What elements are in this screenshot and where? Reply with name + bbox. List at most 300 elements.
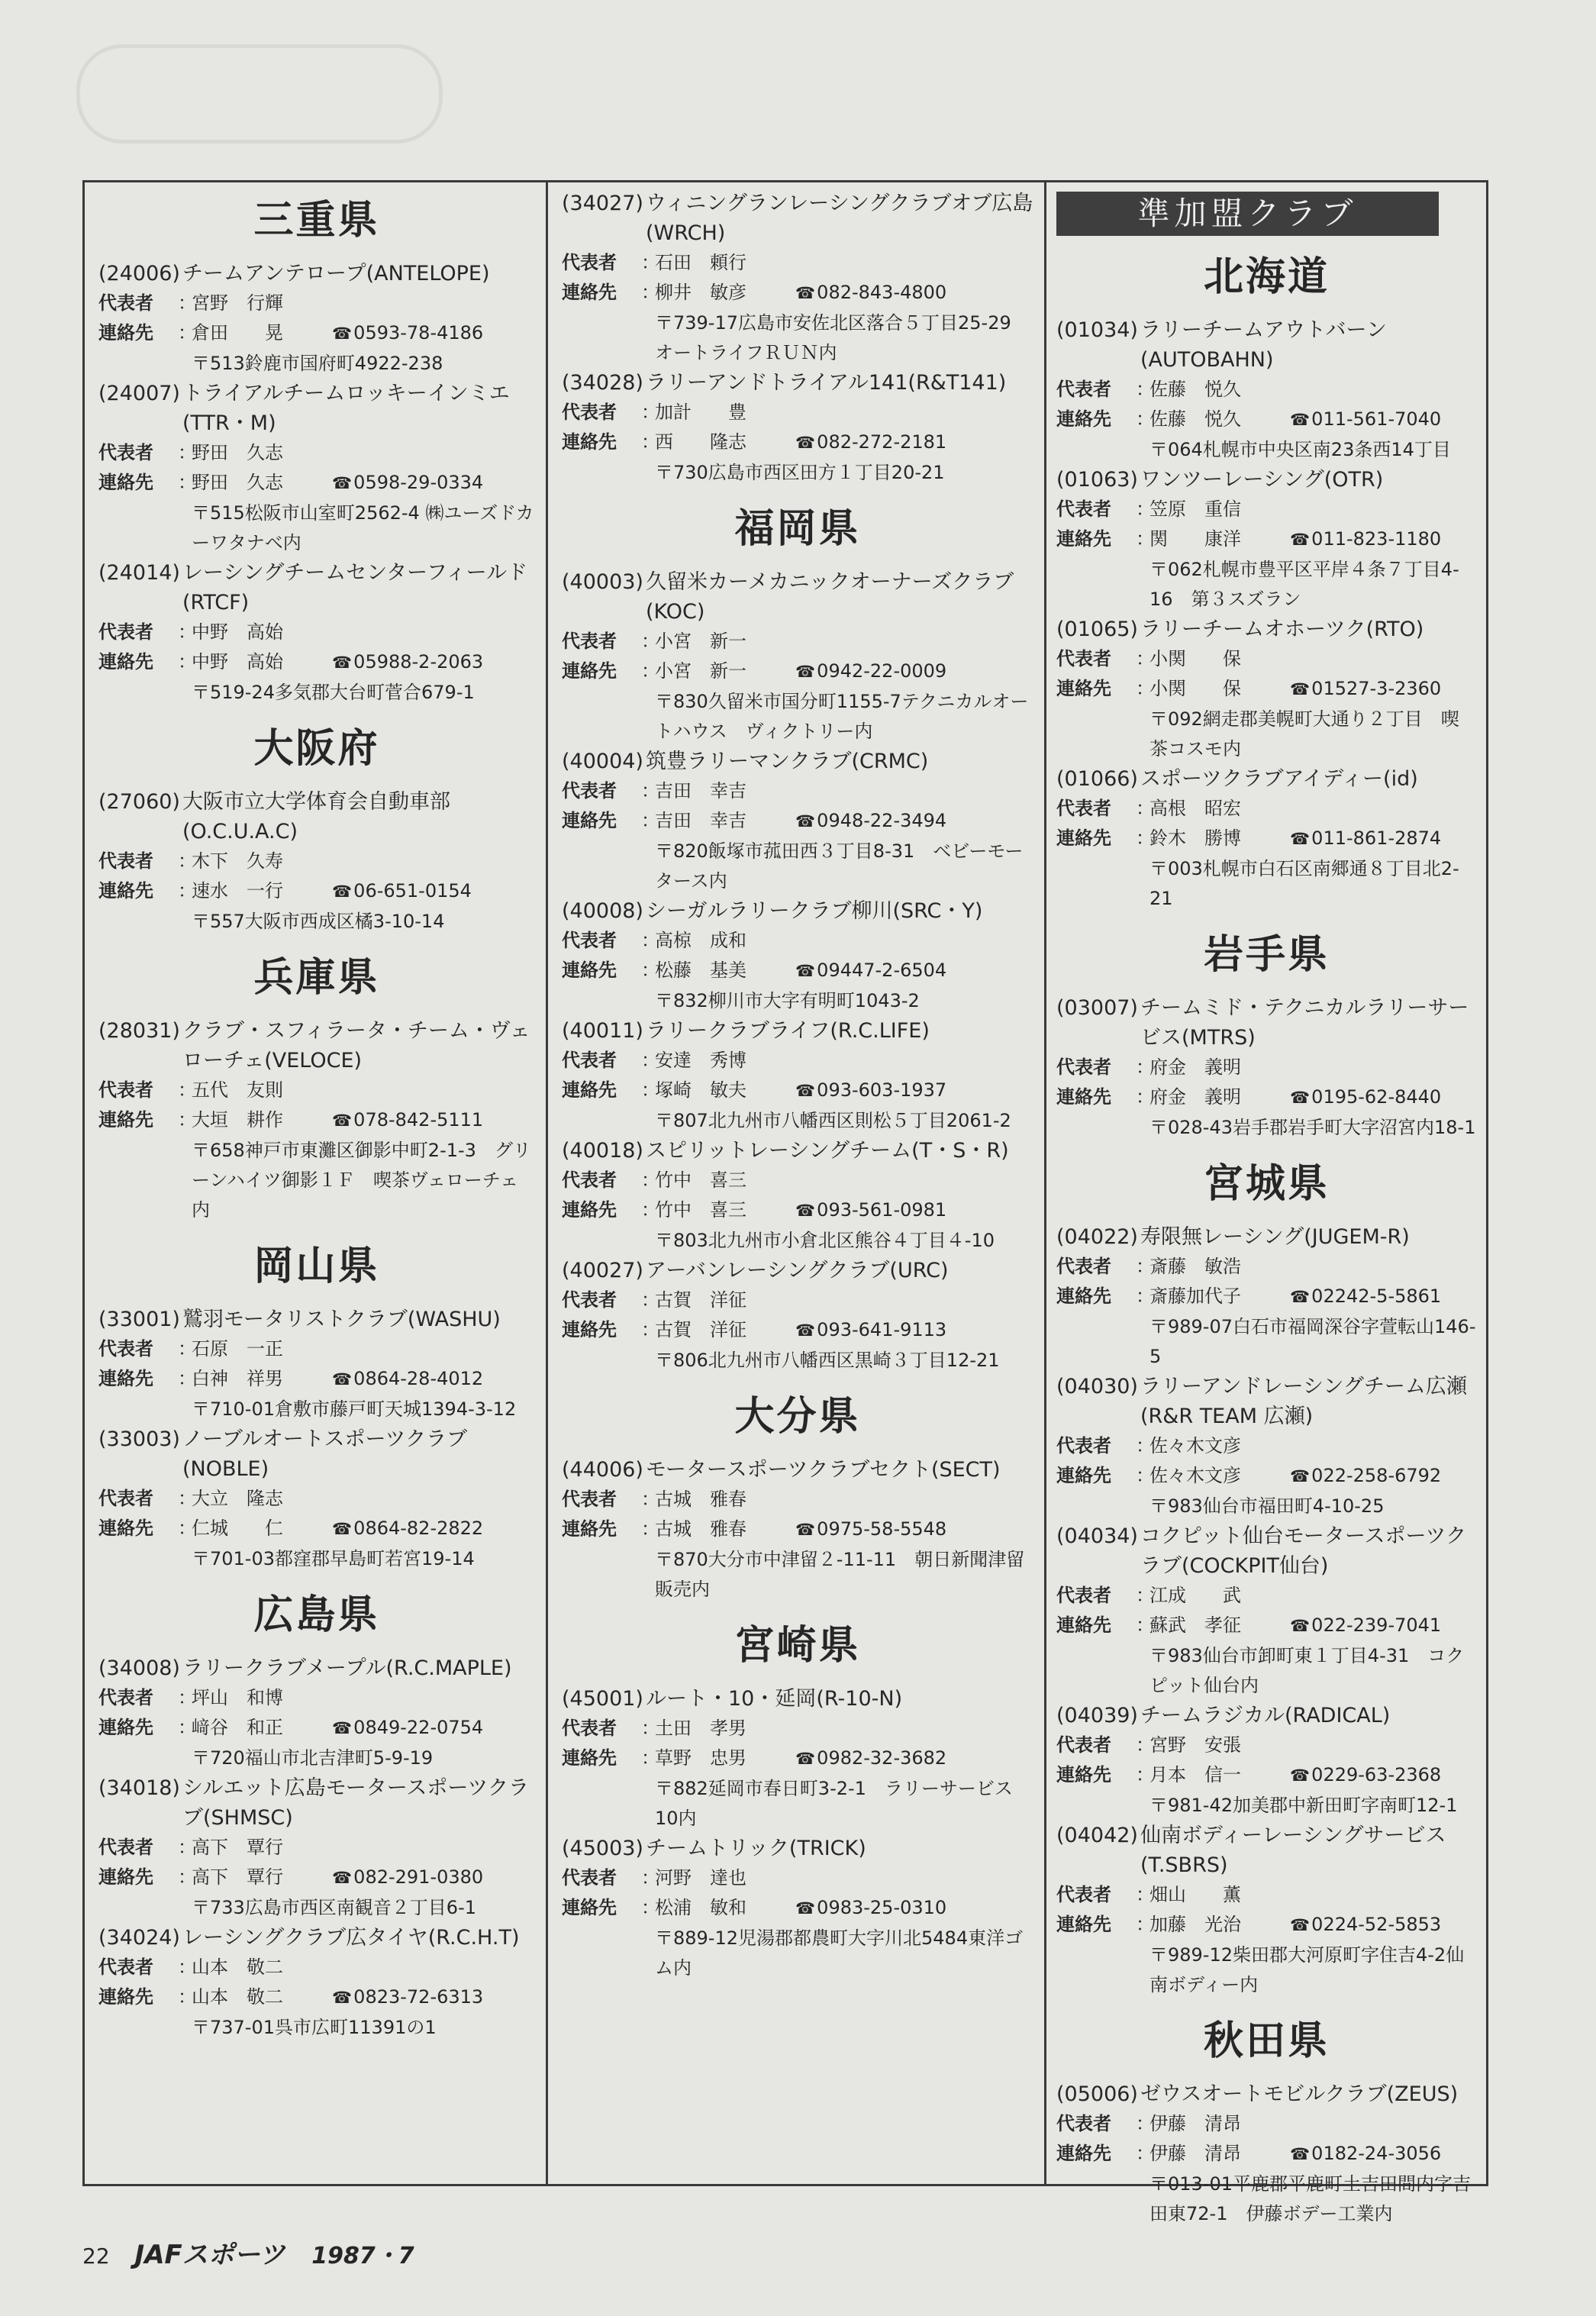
representative-row <box>562 1485 1033 1514</box>
club-address: 〒989-07白石市福岡深谷字萱転山146-5 <box>1149 1316 1476 1367</box>
club-entry <box>98 1923 535 2043</box>
phone-value: 011-561-7040 <box>1311 408 1442 430</box>
club-code: (45001) <box>562 1687 643 1711</box>
contact-row <box>1056 1611 1477 1641</box>
representative-row <box>1056 794 1477 824</box>
club-code: (04034) <box>1056 1524 1138 1548</box>
contact-label: 連絡先 <box>98 651 153 673</box>
contact-name: 府金 義明 <box>1149 1086 1241 1108</box>
contact-label: 連絡先 <box>98 880 153 902</box>
contact-name: 中野 高始 <box>192 651 283 673</box>
contact-row <box>1056 674 1477 705</box>
phone-number <box>795 1743 1033 1774</box>
representative-name: 宮野 安張 <box>1149 1734 1241 1756</box>
prefecture-heading: 三重県 <box>253 198 380 244</box>
representative-name: 高椋 成和 <box>655 930 746 951</box>
contact-name: 白神 祥男 <box>192 1368 283 1389</box>
club-entry <box>1056 614 1477 764</box>
contact-row <box>1056 1461 1477 1492</box>
colon-separator: ： <box>641 1169 659 1191</box>
phone-icon: ☎ <box>1290 1288 1311 1306</box>
club-name <box>562 1136 1033 1166</box>
colon-separator: ： <box>1136 648 1154 669</box>
contact-name: 竹中 喜三 <box>655 1199 746 1221</box>
club-name <box>1056 315 1477 375</box>
club-address: 〒730広島市西区田方１丁目20-21 <box>655 462 945 483</box>
representative-label: 代表者 <box>562 1489 617 1510</box>
phone-value: 093-561-0981 <box>817 1199 947 1221</box>
representative-name: 野田 久志 <box>192 442 283 463</box>
club-name <box>98 1016 535 1076</box>
colon-separator: ： <box>641 431 659 453</box>
phone-icon: ☎ <box>1290 1467 1311 1485</box>
club-entry <box>562 1016 1033 1136</box>
colon-separator: ： <box>1136 1884 1154 1905</box>
phone-number <box>795 1514 1033 1545</box>
club-title: チームラジカル(RADICAL) <box>1140 1704 1391 1727</box>
club-title: ラリーアンドレーシングチーム広瀬(R&R TEAM 広瀬) <box>1140 1375 1467 1428</box>
colon-separator: ： <box>641 780 659 802</box>
phone-icon: ☎ <box>332 1989 353 2007</box>
phone-icon: ☎ <box>332 1719 353 1737</box>
representative-row <box>1056 644 1477 674</box>
representative-label: 代表者 <box>1056 498 1111 520</box>
club-title: ラリークラブメープル(R.C.MAPLE) <box>182 1656 512 1680</box>
club-title: スピリットレーシングチーム(T・S・R) <box>646 1139 1009 1163</box>
contact-name: 草野 忠男 <box>655 1747 746 1769</box>
colon-separator: ： <box>1136 1465 1154 1486</box>
contact-row <box>98 468 535 498</box>
contact-name: 﨑谷 和正 <box>192 1717 283 1738</box>
club-code: (04030) <box>1056 1375 1138 1398</box>
club-name <box>562 1455 1033 1485</box>
representative-label: 代表者 <box>1056 1585 1111 1606</box>
phone-icon: ☎ <box>1290 411 1311 429</box>
club-entry <box>562 1136 1033 1256</box>
phone-number <box>332 1982 535 2013</box>
club-entry <box>1056 465 1477 614</box>
colon-separator: ： <box>641 402 659 423</box>
representative-label: 代表者 <box>98 1079 153 1101</box>
club-name <box>562 1834 1033 1863</box>
club-title: 大阪市立大学体育会自動車部(O.C.U.A.C) <box>182 790 450 844</box>
colon-separator: ： <box>641 1489 659 1510</box>
phone-value: 0983-25-0310 <box>817 1897 947 1918</box>
club-code: (04022) <box>1056 1225 1138 1249</box>
representative-label: 代表者 <box>98 442 153 463</box>
contact-name: 月本 信一 <box>1149 1764 1241 1785</box>
club-code: (01065) <box>1056 618 1138 641</box>
phone-value: 093-603-1937 <box>817 1079 947 1101</box>
contact-label: 連絡先 <box>562 1518 617 1540</box>
club-name <box>1056 993 1477 1053</box>
club-entry <box>98 259 535 379</box>
phone-number <box>332 318 535 349</box>
colon-separator: ： <box>641 660 659 682</box>
colon-separator: ： <box>641 1289 659 1311</box>
representative-label: 代表者 <box>98 1488 153 1509</box>
contact-name: 塚崎 敏夫 <box>655 1079 746 1101</box>
contact-row <box>98 1863 535 1893</box>
contact-row <box>562 956 1033 986</box>
phone-value: 093-641-9113 <box>817 1319 947 1340</box>
contact-name: 野田 久志 <box>192 472 283 493</box>
representative-row <box>1056 1431 1477 1461</box>
contact-name: 西 隆志 <box>655 431 746 453</box>
representative-name: 古城 雅春 <box>655 1489 746 1510</box>
representative-label: 代表者 <box>562 1867 617 1889</box>
colon-separator: ： <box>1136 1734 1154 1756</box>
club-address: 〒989-12柴田郡大河原町字住吉4-2仙南ボディー内 <box>1149 1944 1465 1995</box>
colon-separator: ： <box>1136 1056 1154 1078</box>
representative-row <box>1056 375 1477 405</box>
club-code: (34018) <box>98 1776 180 1800</box>
contact-label: 連絡先 <box>1056 827 1111 849</box>
representative-row <box>98 289 535 318</box>
issue-date: 1987・7 <box>311 2243 414 2269</box>
colon-separator: ： <box>178 1518 196 1539</box>
club-entry <box>562 567 1033 747</box>
phone-number <box>332 647 535 678</box>
representative-name: 加計 豊 <box>655 402 746 423</box>
contact-label: 連絡先 <box>562 282 617 303</box>
associate-clubs-banner: 準加盟クラブ <box>1056 192 1439 236</box>
club-entry <box>1056 1821 1477 2000</box>
colon-separator: ： <box>178 1109 196 1131</box>
club-title: ワンツーレーシング(OTR) <box>1140 468 1384 492</box>
club-title: チームミド・テクニカルラリーサービス(MTRS) <box>1140 996 1469 1050</box>
contact-row <box>98 1105 535 1136</box>
phone-number <box>332 468 535 498</box>
contact-row <box>1056 524 1477 555</box>
representative-label: 代表者 <box>98 292 153 314</box>
phone-number <box>1290 1760 1477 1791</box>
phone-value: 0849-22-0754 <box>353 1717 484 1738</box>
club-code: (34008) <box>98 1656 180 1680</box>
colon-separator: ： <box>641 810 659 831</box>
club-entry <box>1056 764 1477 914</box>
contact-row <box>562 1315 1033 1346</box>
club-entry <box>562 189 1033 368</box>
representative-label: 代表者 <box>562 1050 617 1071</box>
phone-number <box>332 1863 535 1893</box>
club-address: 〒806北九州市八幡西区黒崎３丁目12-21 <box>655 1350 1000 1371</box>
prefecture-heading: 福岡県 <box>734 506 861 552</box>
page-number: 22 <box>82 2243 110 2269</box>
colon-separator: ： <box>1136 798 1154 819</box>
representative-label: 代表者 <box>98 1837 153 1858</box>
phone-icon: ☎ <box>795 434 816 452</box>
club-name <box>1056 1521 1477 1581</box>
representative-label: 代表者 <box>562 1718 617 1739</box>
contact-row <box>562 1514 1033 1545</box>
phone-value: 082-291-0380 <box>353 1866 484 1888</box>
contact-label: 連絡先 <box>98 1109 153 1131</box>
representative-name: 佐々木文彦 <box>1149 1435 1241 1456</box>
contact-row <box>562 427 1033 458</box>
club-code: (05006) <box>1056 2082 1138 2106</box>
club-title: ラリーアンドトライアル141(R&T141) <box>646 371 1007 395</box>
contact-label: 連絡先 <box>98 1866 153 1888</box>
phone-number <box>795 656 1033 687</box>
contact-label: 連絡先 <box>1056 678 1111 699</box>
contact-name: 加藤 光治 <box>1149 1914 1241 1935</box>
club-entry <box>98 558 535 708</box>
phone-value: 0864-82-2822 <box>353 1518 484 1539</box>
club-address: 〒889-12児湯郡都農町大字川北5484東洋ゴム内 <box>655 1927 1024 1979</box>
phone-icon: ☎ <box>1290 1089 1311 1107</box>
contact-row <box>562 278 1033 308</box>
representative-label: 代表者 <box>562 631 617 652</box>
colon-separator: ： <box>178 1338 196 1360</box>
colon-separator: ： <box>641 1518 659 1540</box>
contact-row <box>98 647 535 678</box>
representative-row <box>1056 1581 1477 1611</box>
contact-name: 蘇武 孝征 <box>1149 1614 1241 1636</box>
phone-value: 0224-52-5853 <box>1311 1914 1442 1935</box>
club-entry <box>1056 2079 1477 2229</box>
representative-row <box>562 1046 1033 1076</box>
contact-name: 佐藤 悦久 <box>1149 408 1241 430</box>
representative-name: 斎藤 敏浩 <box>1149 1256 1241 1277</box>
phone-value: 0229-63-2368 <box>1311 1764 1442 1785</box>
phone-number <box>795 1076 1033 1106</box>
representative-name: 伊藤 清昂 <box>1149 2113 1241 2134</box>
representative-label: 代表者 <box>1056 1256 1111 1277</box>
club-address: 〒882延岡市春日町3-2-1 ラリーサービス10内 <box>655 1778 1013 1829</box>
phone-icon: ☎ <box>1290 531 1311 549</box>
prefecture-heading: 大分県 <box>734 1394 861 1440</box>
phone-icon: ☎ <box>332 1869 353 1887</box>
phone-icon: ☎ <box>1290 1766 1311 1785</box>
club-entry <box>562 1455 1033 1605</box>
club-entry <box>1056 993 1477 1143</box>
club-address: 〒739-17広島市安佐北区落合５丁目25-29 オートライフＲＵＮ内 <box>655 312 1030 363</box>
club-code: (01066) <box>1056 767 1138 791</box>
colon-separator: ： <box>178 621 196 643</box>
club-entry <box>98 379 535 558</box>
colon-separator: ： <box>641 1747 659 1769</box>
club-name <box>1056 764 1477 794</box>
representative-name: 五代 友則 <box>192 1079 283 1101</box>
phone-number <box>1290 1461 1477 1492</box>
phone-icon: ☎ <box>1290 680 1311 698</box>
representative-label: 代表者 <box>1056 798 1111 819</box>
club-title: 仙南ボディーレーシングサービス(T.SBRS) <box>1140 1824 1446 1877</box>
club-title: アーバンレーシングクラブ(URC) <box>646 1259 949 1282</box>
colon-separator: ： <box>1136 1764 1154 1785</box>
club-title: 鷲羽モータリストクラブ(WASHU) <box>182 1308 501 1331</box>
representative-row <box>98 1683 535 1713</box>
representative-name: 坪山 和博 <box>192 1687 283 1708</box>
page-footer <box>82 2241 414 2270</box>
contact-name: 小宮 新一 <box>655 660 746 682</box>
club-code: (01034) <box>1056 318 1138 342</box>
contact-name: 山本 敬二 <box>192 1986 283 2008</box>
phone-icon: ☎ <box>332 882 353 901</box>
phone-icon: ☎ <box>332 1370 353 1389</box>
club-address: 〒720福山市北吉津町5-9-19 <box>192 1747 434 1769</box>
contact-label: 連絡先 <box>562 1199 617 1221</box>
club-code: (40003) <box>562 570 643 594</box>
colon-separator: ： <box>641 282 659 303</box>
representative-row <box>98 1953 535 1982</box>
representative-name: 佐藤 悦久 <box>1149 379 1241 400</box>
contact-row <box>562 656 1033 687</box>
contact-row <box>98 1364 535 1395</box>
phone-number <box>332 876 535 907</box>
contact-name: 速水 一行 <box>192 880 283 902</box>
club-name <box>98 259 535 289</box>
column-3 <box>1044 182 1486 2224</box>
contact-row <box>1056 1082 1477 1113</box>
club-name <box>1056 1222 1477 1252</box>
club-address: 〒513鈴鹿市国府町4922-238 <box>192 353 443 374</box>
colon-separator: ： <box>1136 1914 1154 1935</box>
club-address: 〒557大阪市西成区橘3-10-14 <box>192 911 445 932</box>
club-code: (34028) <box>562 371 643 395</box>
representative-row <box>1056 2109 1477 2139</box>
phone-value: 05988-2-2063 <box>353 651 484 673</box>
club-code: (24014) <box>98 561 180 585</box>
club-address: 〒062札幌市豊平区平岸４条７丁目4-16 第３スズラン <box>1149 559 1459 610</box>
colon-separator: ： <box>178 1866 196 1888</box>
club-address: 〒658神戸市東灘区御影中町2-1-3 グリーンハイツ御影１Ｆ 喫茶ヴェローチェ内 <box>192 1140 531 1221</box>
representative-row <box>562 926 1033 956</box>
phone-icon: ☎ <box>795 962 816 980</box>
club-title: ラリーチームアウトバーン(AUTOBAHN) <box>1140 318 1387 372</box>
colon-separator: ： <box>178 322 196 344</box>
club-name <box>1056 1821 1477 1880</box>
club-name <box>562 567 1033 627</box>
colon-separator: ： <box>178 1956 196 1978</box>
contact-row <box>1056 405 1477 435</box>
colon-separator: ： <box>178 1837 196 1858</box>
phone-value: 0864-28-4012 <box>353 1368 484 1389</box>
phone-value: 0593-78-4186 <box>353 322 484 344</box>
club-name <box>562 896 1033 926</box>
representative-label: 代表者 <box>1056 379 1111 400</box>
contact-name: 古城 雅春 <box>655 1518 746 1540</box>
representative-label: 代表者 <box>1056 1734 1111 1756</box>
phone-value: 022-258-6792 <box>1311 1465 1442 1486</box>
colon-separator: ： <box>1136 678 1154 699</box>
club-entry <box>1056 1521 1477 1701</box>
club-name <box>98 1424 535 1484</box>
phone-value: 0823-72-6313 <box>353 1986 484 2008</box>
club-code: (44006) <box>562 1458 643 1482</box>
club-name <box>1056 2079 1477 2109</box>
representative-label: 代表者 <box>98 621 153 643</box>
phone-icon: ☎ <box>1290 830 1311 848</box>
phone-value: 0975-58-5548 <box>817 1518 947 1540</box>
phone-icon: ☎ <box>332 474 353 492</box>
phone-number <box>795 1315 1033 1346</box>
club-address: 〒519-24多気郡大台町菅合679-1 <box>192 682 475 703</box>
colon-separator: ： <box>1136 1285 1154 1307</box>
phone-number <box>1290 1282 1477 1312</box>
contact-name: 仁城 仁 <box>192 1518 283 1539</box>
phone-value: 0982-32-3682 <box>817 1747 947 1769</box>
club-entry <box>562 1834 1033 1983</box>
colon-separator: ： <box>641 1867 659 1889</box>
representative-name: 江成 武 <box>1149 1585 1241 1606</box>
colon-separator: ： <box>178 1687 196 1708</box>
club-address: 〒820飯塚市菰田西３丁目8-31 ベビーモータース内 <box>655 840 1024 892</box>
contact-label: 連絡先 <box>562 1079 617 1101</box>
phone-number <box>795 1195 1033 1226</box>
representative-name: 吉田 幸吉 <box>655 780 746 802</box>
club-title: ルート・10・延岡(R-10-N) <box>646 1687 903 1711</box>
contact-label: 連絡先 <box>562 660 617 682</box>
club-entry <box>562 368 1033 488</box>
contact-label: 連絡先 <box>98 1368 153 1389</box>
representative-row <box>98 1076 535 1105</box>
club-code: (33003) <box>98 1427 180 1451</box>
contact-row <box>1056 2139 1477 2169</box>
club-title: ラリーチームオホーツク(RTO) <box>1140 618 1424 641</box>
representative-row <box>1056 1053 1477 1082</box>
club-entry <box>98 1016 535 1225</box>
phone-icon: ☎ <box>1290 1916 1311 1934</box>
contact-label: 連絡先 <box>1056 1614 1111 1636</box>
club-name <box>562 747 1033 776</box>
contact-name: 高下 覃行 <box>192 1866 283 1888</box>
representative-label: 代表者 <box>562 252 617 273</box>
club-title: コクピット仙台モータースポーツクラブ(COCKPIT仙台) <box>1140 1524 1467 1578</box>
club-address: 〒515松阪市山室町2562-4 ㈱ユーズドカーワタナベ内 <box>192 502 534 553</box>
club-code: (24006) <box>98 262 180 285</box>
phone-value: 0942-22-0009 <box>817 660 947 682</box>
club-address: 〒064札幌市中央区南23条西14丁目 <box>1149 439 1451 460</box>
phone-number <box>1290 405 1477 435</box>
contact-label: 連絡先 <box>98 322 153 344</box>
contact-name: 斎藤加代子 <box>1149 1285 1241 1307</box>
club-entry <box>98 1653 535 1773</box>
representative-label: 代表者 <box>562 930 617 951</box>
contact-name: 大垣 耕作 <box>192 1109 283 1131</box>
contact-row <box>98 1713 535 1743</box>
colon-separator: ： <box>641 631 659 652</box>
club-title: ラリークラブライフ(R.C.LIFE) <box>646 1019 930 1043</box>
club-code: (33001) <box>98 1308 180 1331</box>
club-address: 〒701-03都窪郡早島町若宮19-14 <box>192 1548 475 1569</box>
phone-number <box>795 278 1033 308</box>
representative-label: 代表者 <box>98 1338 153 1360</box>
prefecture-heading: 広島県 <box>253 1592 380 1638</box>
magazine-logo: JAFスポーツ <box>134 2240 285 2270</box>
representative-name: 笠原 重信 <box>1149 498 1241 520</box>
contact-row <box>98 318 535 349</box>
club-address: 〒870大分市中津留２-11-11 朝日新聞津留販売内 <box>655 1549 1025 1600</box>
club-code: (34024) <box>98 1926 180 1950</box>
phone-icon: ☎ <box>1290 2145 1311 2163</box>
representative-label: 代表者 <box>562 780 617 802</box>
contact-name: 伊藤 清昂 <box>1149 2143 1241 2164</box>
column-2 <box>546 182 1044 2184</box>
club-title: 筑豊ラリーマンクラブ(CRMC) <box>646 750 929 773</box>
representative-label: 代表者 <box>1056 1884 1111 1905</box>
phone-value: 09447-2-6504 <box>817 960 947 981</box>
prefecture-heading: 北海道 <box>1203 254 1330 300</box>
representative-name: 石田 頼行 <box>655 252 746 273</box>
representative-label: 代表者 <box>98 1956 153 1978</box>
colon-separator: ： <box>178 472 196 493</box>
club-title: クラブ・スフィラータ・チーム・ヴェローチェ(VELOCE) <box>182 1019 530 1073</box>
representative-row <box>98 1484 535 1514</box>
prefecture-heading: 岡山県 <box>253 1243 380 1289</box>
club-code: (40008) <box>562 899 643 923</box>
